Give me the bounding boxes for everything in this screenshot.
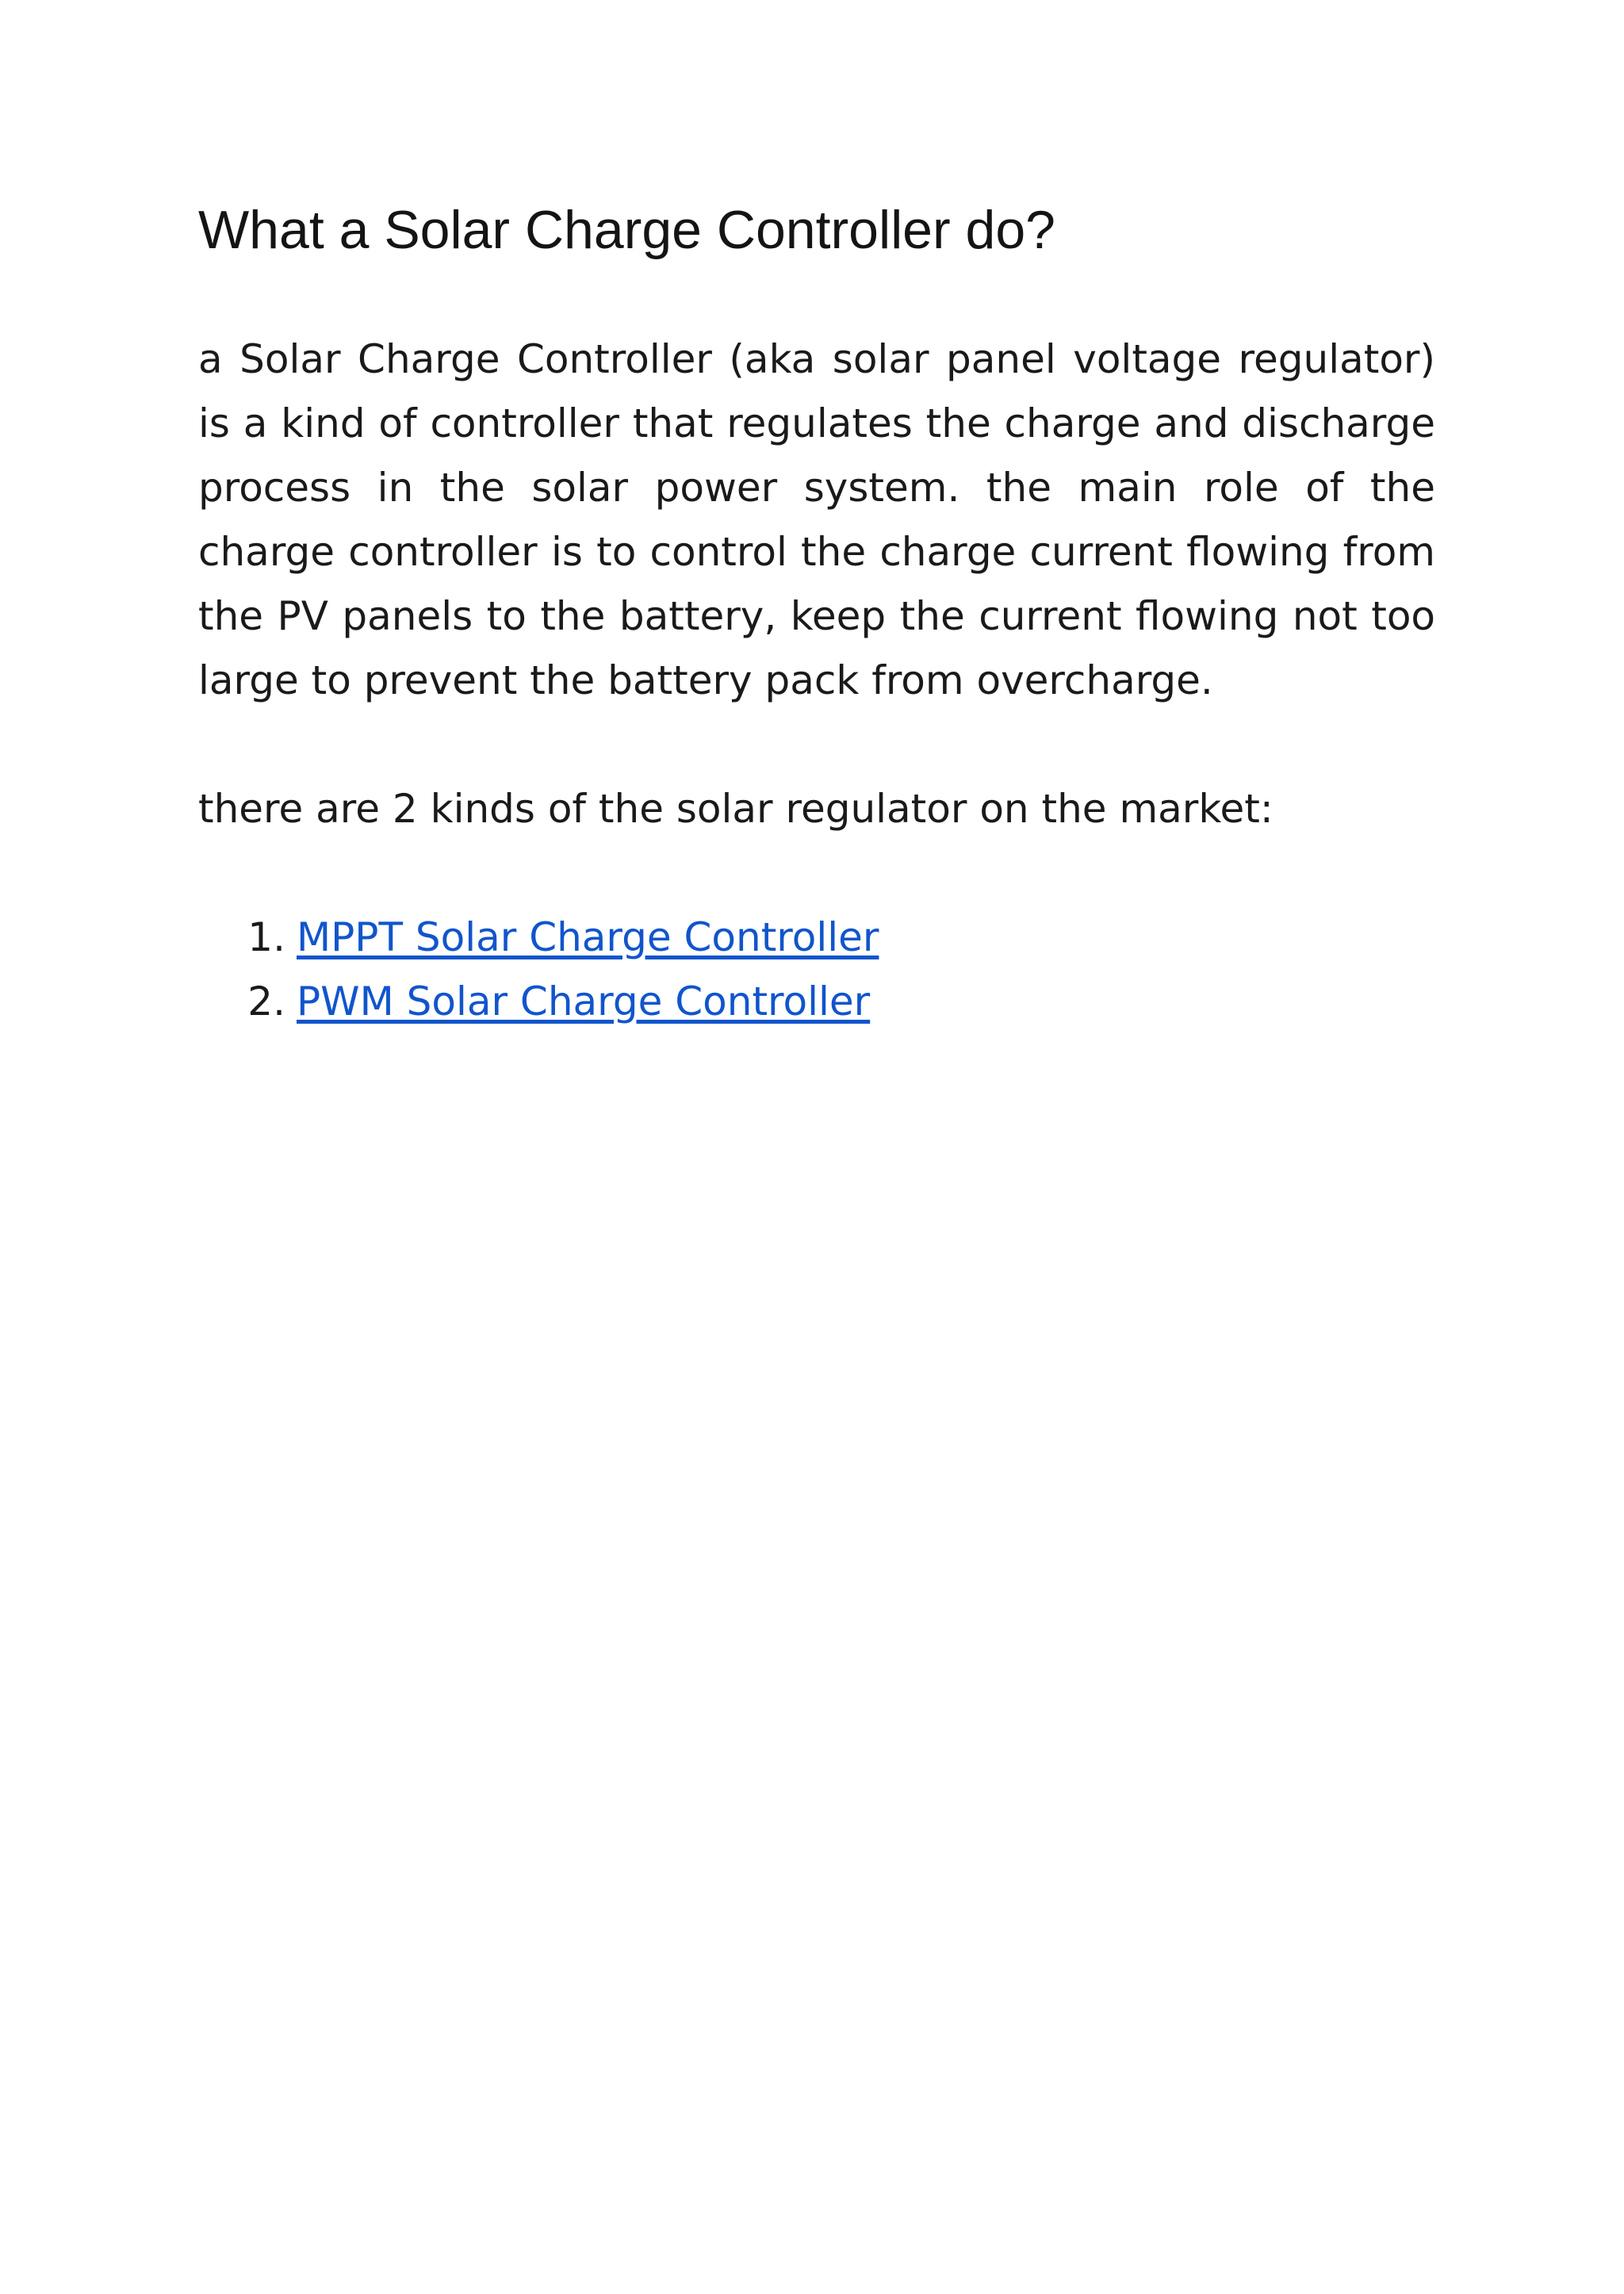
intro-paragraph: a Solar Charge Controller (aka solar panel voltage regulator) is a kind of controller that regulates the charge and discharge process in the solar power system. the main role of the charge controller is to control the charge current flowing from the PV panels to the battery, keep the current flowing not too large to prevent the battery pack from overcharge. bbox=[198, 336, 1435, 703]
list-item-number: 1. bbox=[247, 914, 285, 960]
page-title: What a Solar Charge Controller do? bbox=[198, 200, 1055, 260]
mppt-controller-link[interactable]: MPPT Solar Charge Controller bbox=[297, 914, 879, 960]
pwm-controller-link[interactable]: PWM Solar Charge Controller bbox=[297, 978, 871, 1024]
controller-types-list bbox=[198, 906, 1435, 1034]
list-item bbox=[198, 906, 1435, 970]
list-item bbox=[198, 970, 1435, 1034]
document-content bbox=[198, 194, 1435, 1034]
kinds-paragraph: there are 2 kinds of the solar regulator on the market: bbox=[198, 786, 1274, 832]
list-item-number: 2. bbox=[247, 978, 285, 1024]
